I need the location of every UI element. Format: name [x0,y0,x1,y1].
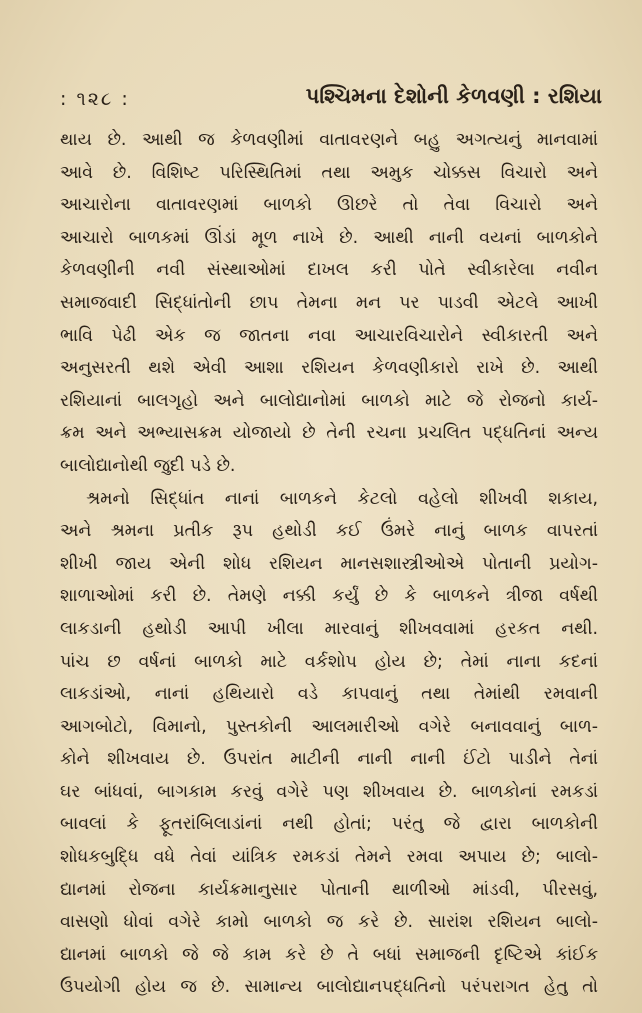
page-header [60,84,602,114]
text-line: આચારોના વાતાવરણમાં બાળકો ઊછરે તો તેવા વિચારો અને [60,195,598,216]
text-line: ઘર બાંધવાં, બાગકામ કરવું વગેરે પણ શીખવાય છે. બાળકોનાં રમકડાં [60,781,598,802]
text-line: ભાવિ પેઢી એક જ જાતના નવા આચારવિચારોને સ્વીકારતી અને [60,325,598,346]
text-line: રશિયાનાં બાલગૃહો અને બાલોદ્યાનોમાં બાળકો માટે જે રોજનો કાર્ય- [60,390,598,411]
text-line: શીખી જાય એની શોધ રશિયન માનસશાસ્ત્રીઓએ પોતાની પ્રયોગ- [60,553,598,574]
text-line: ઉપયોગી હોય જ છે. સામાન્ય બાલોદ્યાનપદ્ધતિનો પરંપરાગત હેતુ તો [60,977,598,998]
text-line: થાય છે. આથી જ કેળવણીમાં વાતાવરણને બહુ અગત્યનું માનવામાં [60,130,598,150]
text-line: આચારો બાળકમાં ઊંડાં મૂળ નાખે છે. આથી નાની વયનાં બાળકોને [60,227,598,248]
body-text [60,124,598,1004]
text-line: દ્યાનમાં બાળકો જે જે કામ કરે છે તે બધાં સમાજની દૃષ્ટિએ કાંઈક [60,944,598,965]
text-line: કેળવણીની નવી સંસ્થાઓમાં દાખલ કરી પોતે સ્વીકારેલા નવીન [60,260,598,281]
text-line: અનુસરતી થશે એવી આશા રશિયન કેળવણીકારો રાખે છે. આથી [60,358,598,379]
page-number: : ૧૨૮ : [60,88,130,110]
text-line: બાલોદ્યાનોથી જુદી પડે છે. [60,455,236,476]
text-line: દ્યાનમાં રોજના કાર્યક્રમાનુસાર પોતાની થાળીઓ માંડવી, પીરસવું, [60,879,598,900]
text-line: સમાજવાદી સિદ્ધાંતોની છાપ તેમના મન પર પાડવી એટલે આખી [60,292,598,313]
text-line: ક્રમ અને અભ્યાસક્રમ યોજાયો છે તેની રચના પ્રચલિત પદ્ધતિનાં અન્ય [60,423,598,444]
text-line: આવે છે. વિશિષ્ટ પરિસ્થિતિમાં તથા અમુક ચોક્કસ વિચારો અને [60,162,598,183]
text-line: અને શ્રમના પ્રતીક રૂપ હથોડી કઈ ઉંમરે નાનું બાળક વાપરતાં [60,521,598,542]
text-line: લાકડાંઓ, નાનાં હથિયારો વડે કાપવાનું તથા તેમાંથી રમવાની [60,684,598,705]
paragraph-1 [60,124,598,483]
text-line: લાકડાની હથોડી આપી ખીલા મારવાનું શીખવવામાં હરકત નથી. [60,618,598,639]
text-line: બાવલાં કે ફૂતરાંબિલાડાંનાં નથી હોતાં; પરંતુ જે દ્વારા બાળકોની [60,814,598,835]
paragraph-2 [60,483,598,1005]
text-line: પાંચ છ વર્ષનાં બાળકો માટે વર્કશોપ હોય છે; તેમાં નાના કદનાં [60,651,598,672]
text-line: આગબોટો, વિમાનો, પુસ્તકોની આલમારીઓ વગેરે બનાવવાનું બાળ- [60,716,598,737]
running-title: પશ્ચિમના દેશોની કેળવણી : રશિયા [305,84,602,108]
text-line: વાસણો ધોવાં વગેરે કામો બાળકો જ કરે છે. સારાંશ રશિયન બાલો- [60,912,598,933]
text-line: શ્રમનો સિદ્ધાંત નાનાં બાળકને કેટલો વહેલો શીખવી શકાય, [86,488,598,509]
text-line: કોને શીખવાય છે. ઉપરાંત માટીની નાની નાની ઈંટો પાડીને તેનાં [60,749,598,770]
text-line: શાળાઓમાં કરી છે. તેમણે નક્કી કર્યું છે કે બાળકને ત્રીજા વર્ષથી [60,586,598,607]
text-line: શોધકબુદ્ધિ વધે તેવાં યાંત્રિક રમકડાં તેમને રમવા અપાય છે; બાલો- [60,847,598,868]
